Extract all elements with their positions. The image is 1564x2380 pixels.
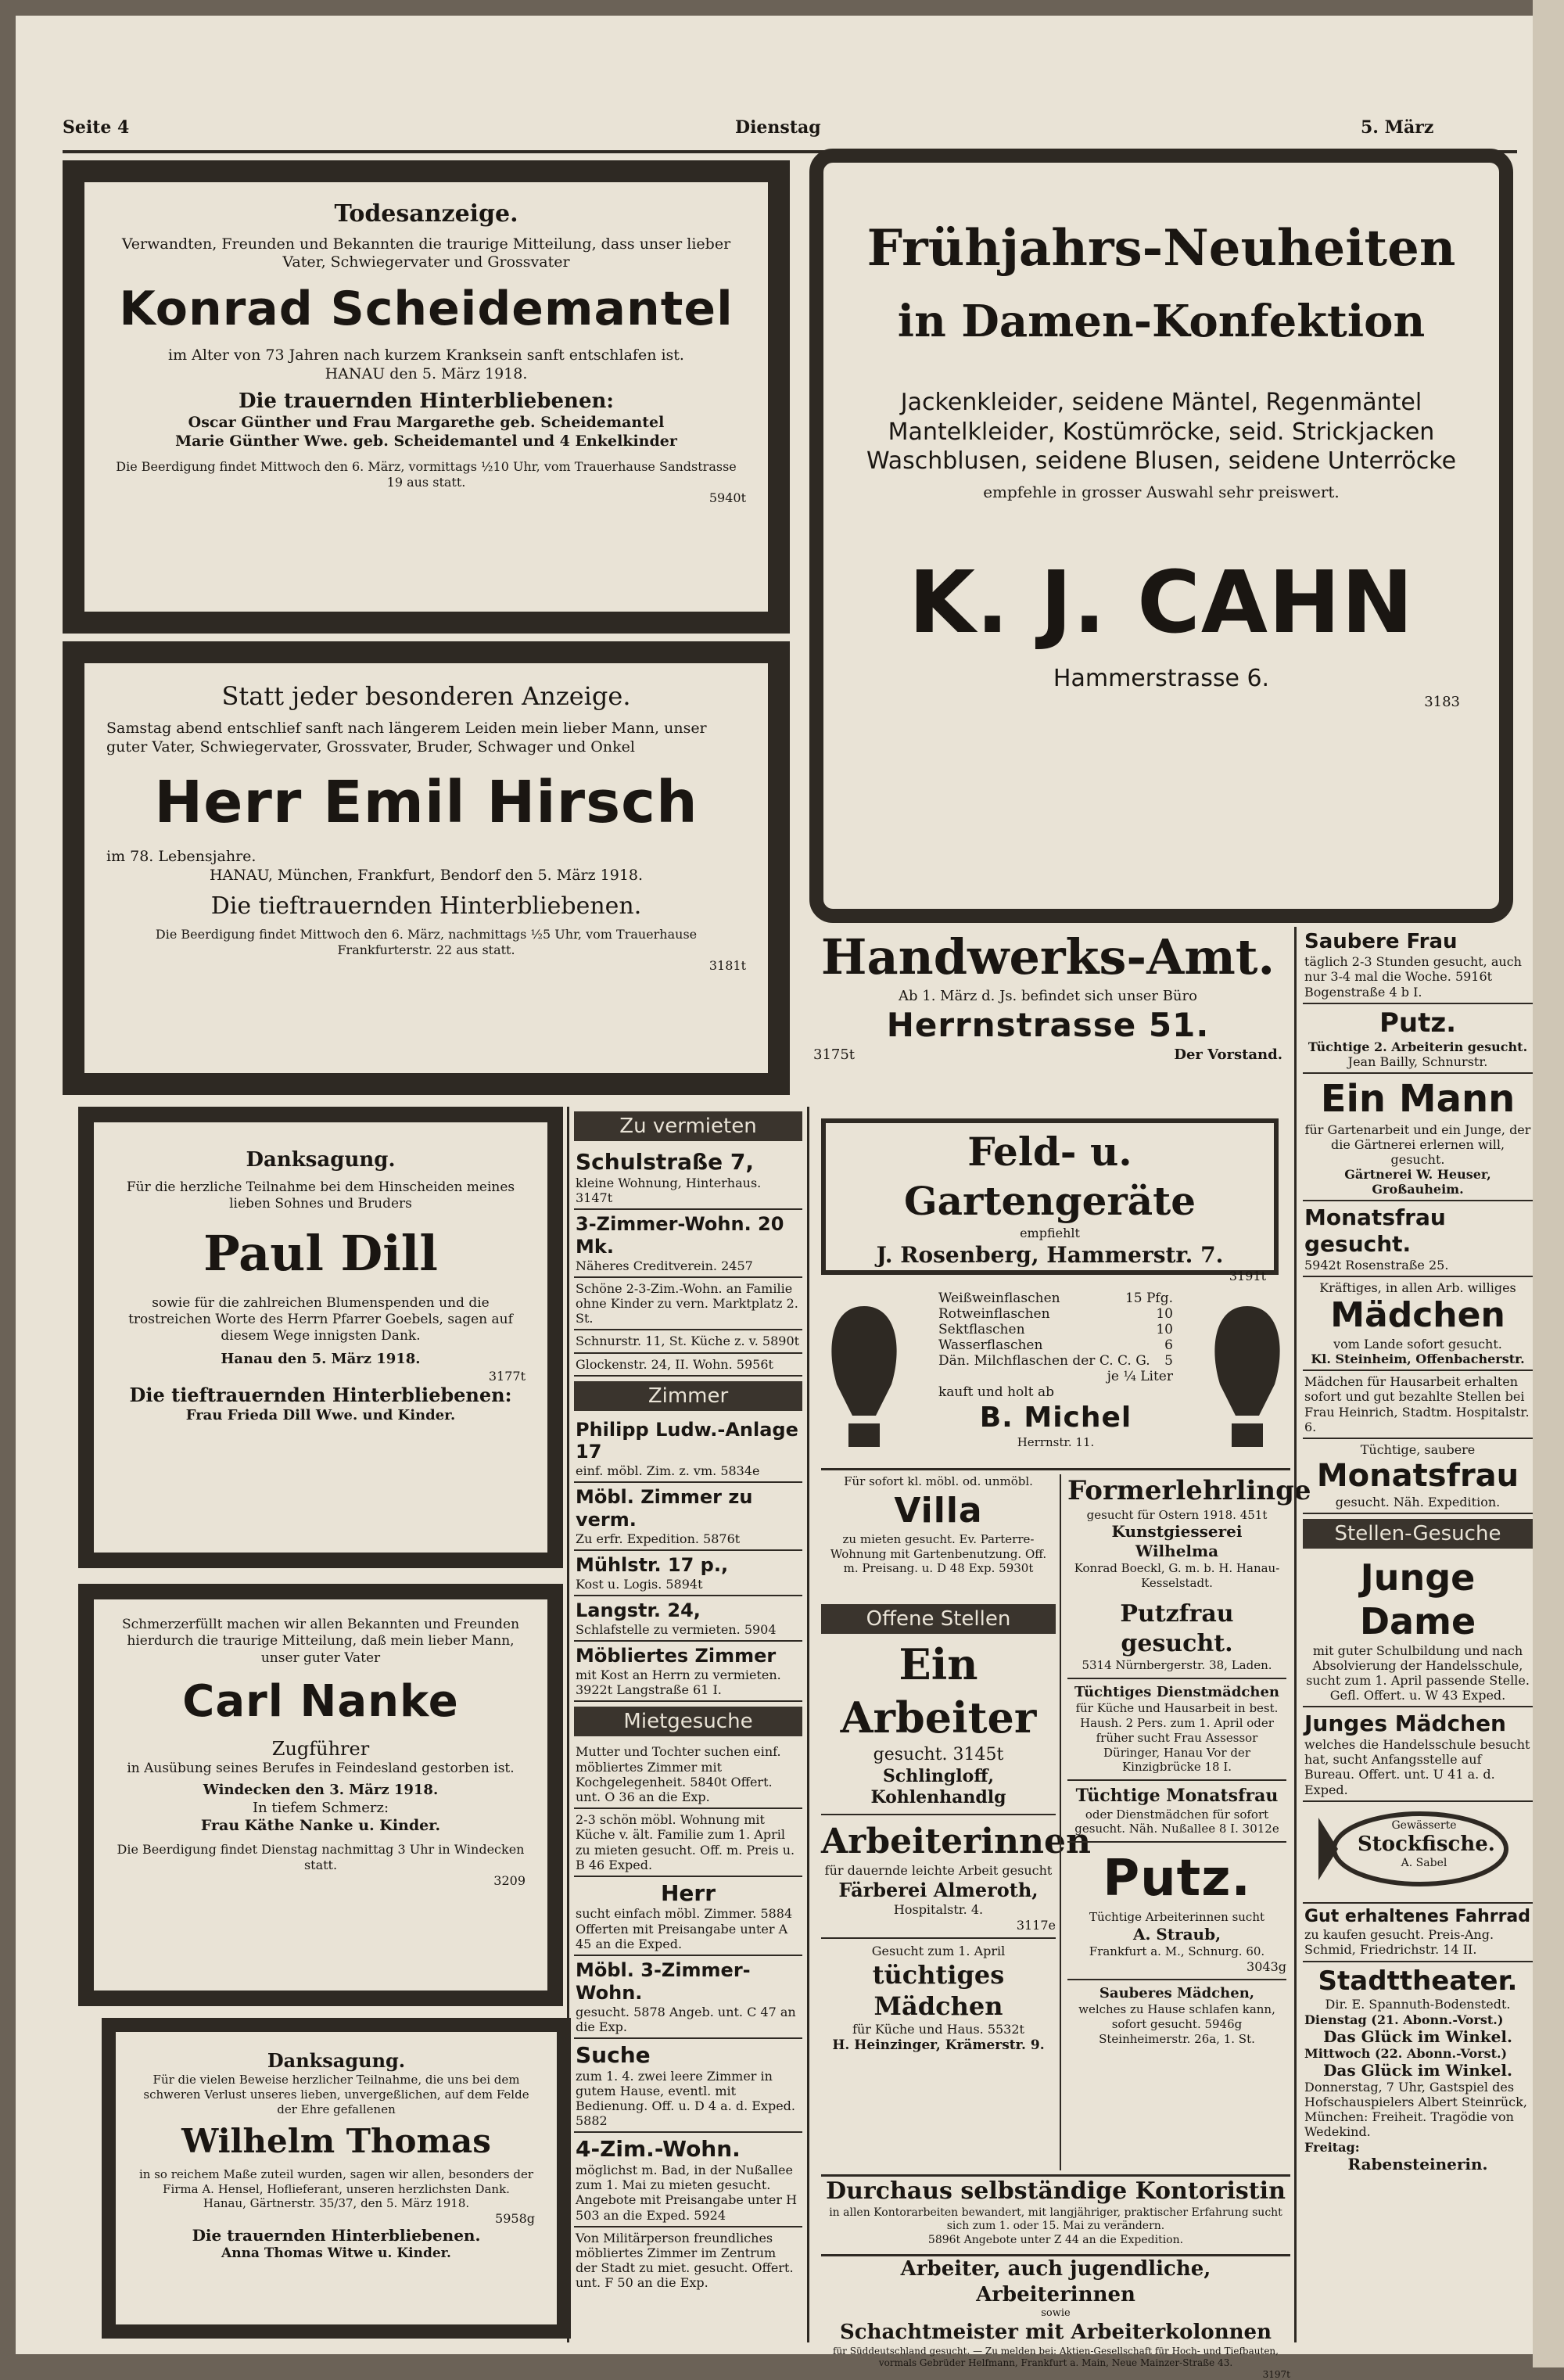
bottle-price-list — [938, 1291, 1173, 1450]
ad-title: Junges Mädchen — [1304, 1711, 1506, 1737]
notice-age: im Alter von 73 Jahren nach kurzem Kranksein sanft entschlafen ist. — [168, 346, 684, 364]
ad-text: einf. möbl. Zim. z. vm. 5834e — [576, 1463, 760, 1479]
notice-intro: Verwandten, Freunden und Bekannten die traurige Mitteilung, dass unser lieber Vater, Schwiegervater und Grossvater — [121, 235, 731, 271]
ad-title: Suche — [576, 2042, 651, 2069]
ad-title: 3-Zimmer-Wohn. 20 Mk. — [576, 1212, 784, 1258]
ad-headline: Ein Arbeiter — [840, 1639, 1037, 1743]
deceased-job: Zugführer — [271, 1737, 370, 1760]
notice-place: Hanau, Gärtnerstr. 35/37, den 5. März 1918. — [203, 2196, 470, 2211]
garden-tools-ad — [821, 1118, 1279, 1283]
ad-text: Kost u. Logis. 5894t — [576, 1577, 703, 1592]
ad-text: gesucht. 3145t — [873, 1745, 1004, 1764]
ad-line: empfehle in grosser Auswahl sehr preiswert. — [983, 482, 1340, 501]
ad-text: welches die Handelsschule besucht hat, sucht Anfangsstelle auf Bureau. Offert. unt. U 41 a. d. Exped. — [1304, 1737, 1530, 1797]
ad-headline: Arbeiter, auch jugendliche, Arbeiterinnen — [900, 2257, 1211, 2306]
notice-place: Hanau den 5. März 1918. — [221, 1351, 421, 1368]
funeral-info: Die Beerdigung findet Mittwoch den 6. März, vormittags ½10 Uhr, vom Trauerhause Sandstrasse 19 aus statt. — [116, 458, 737, 490]
section-band-zu-vermieten: Zu vermieten — [574, 1111, 802, 1141]
ad-title: Junge Dame — [1359, 1556, 1476, 1642]
firm-name: Färberei Almeroth, — [838, 1878, 1038, 1901]
notice-title: Todesanzeige. — [334, 200, 518, 228]
price-item: Rotweinflaschen — [938, 1306, 1050, 1322]
ad-title: Monatsfrau — [1316, 1458, 1519, 1495]
ad-title: Saubere Frau — [1304, 930, 1458, 953]
ad-text: zu mieten gesucht. Ev. Parterre-Wohnung mit Gartenbenutzung. Off. m. Preisang. u. D 48 Exp. 5930t — [830, 1531, 1047, 1576]
price-row — [938, 1306, 1173, 1322]
ad-text: vom Lande sofort gesucht. — [1333, 1336, 1502, 1352]
ad-headline: Handwerks-Amt. — [820, 928, 1275, 985]
show-date: Donnerstag, 7 Uhr, Gastspiel des Hofschauspielers Albert Steinrück, München: Freiheit. Tragödie von Wedekind. — [1304, 2079, 1527, 2140]
balloon-icon — [1204, 1298, 1290, 1455]
death-notice-hirsch — [63, 641, 790, 1095]
notice-place: Windecken den 3. März 1918. — [203, 1782, 439, 1798]
ad-headline: Feld- u. Gartengeräte — [903, 1129, 1196, 1224]
price-value: 15 Pfg. — [1125, 1291, 1173, 1306]
theater-director: Dir. E. Spannuth-Bodenstedt. — [1325, 1997, 1511, 2012]
ad-headline: in Damen-Konfektion — [897, 296, 1426, 347]
notice-text: in Ausübung seines Berufes in Feindesland gestorben ist. — [127, 1760, 515, 1776]
ad-ref: 5940t — [708, 490, 746, 505]
firm-address: Herrnstr. 11. — [1017, 1435, 1095, 1449]
section-band-offene-stellen: Offene Stellen — [821, 1604, 1056, 1634]
ad-line: Mantelkleider, Kostümröcke, seid. Strickjacken — [888, 418, 1435, 446]
mourners-heading: Die tieftrauernden Hinterbliebenen: — [129, 1383, 512, 1406]
ad-ref: 3117e — [1016, 1917, 1056, 1933]
ad-title: Möbl. Zimmer zu verm. — [576, 1486, 753, 1531]
ad-text: Schlafstelle zu vermieten. 5904 — [576, 1622, 777, 1638]
ad-ref: 5958g — [495, 2211, 535, 2226]
ad-text: gesucht für Ostern 1918. 451t — [1086, 1507, 1268, 1522]
handwerks-amt-ad — [813, 927, 1282, 1099]
notice-intro: Für die vielen Beweise herzlicher Teilnahme, die uns bei dem schweren Verlust unseres lieben, unvergeßlichen, auf dem Felde der Ehre gefallenen — [143, 2073, 529, 2116]
notice-place: HANAU, München, Frankfurt, Bendorf den 5. März 1918. — [209, 866, 644, 884]
notice-age: im 78. Lebensjahre. — [106, 848, 256, 865]
ad-line: Jackenkleider, seidene Mäntel, Regenmäntel — [900, 389, 1422, 416]
notice-title: Danksagung. — [246, 1148, 396, 1172]
price-row — [938, 1337, 1173, 1353]
ad-title: Stockfische. — [1358, 1832, 1495, 1856]
ad-text: Für sofort kl. möbl. od. unmöbl. — [844, 1474, 1033, 1488]
ad-title: Putz. — [1379, 1007, 1457, 1039]
firm-name: Gärtnerei W. Heuser, Großauheim. — [1344, 1167, 1491, 1197]
ad-headline: tüchtiges Mädchen — [872, 1959, 1005, 2021]
bottle-buyer-ad — [821, 1283, 1290, 1470]
ad-text: Gesucht zum 1. April — [871, 1943, 1006, 1958]
show-date: Dienstag (21. Abonn.-Vorst.) — [1304, 2012, 1504, 2027]
price-value: 10 — [1156, 1322, 1173, 1337]
ad-title: Mühlstr. 17 p., — [576, 1554, 729, 1577]
ad-ref: 3197t — [1262, 2368, 1290, 2380]
price-item: Dän. Milchflaschen der C. C. G. — [938, 1353, 1150, 1369]
ad-text: mit guter Schulbildung und nach Absolvierung der Handelsschule, sucht zum 1. April passende Stelle. Gefl. Offert. u. W 43 Exped. — [1306, 1642, 1530, 1703]
cahn-fashion-ad — [809, 149, 1513, 923]
firm-name: Kl. Steinheim, Offenbacherstr. — [1311, 1352, 1525, 1366]
ad-text: Gewässerte — [1391, 1818, 1457, 1832]
ad-text: zum 1. 4. zwei leere Zimmer in gutem Hause, eventl. mit Bedienung. Off. u. D 4 a. d. Exped. 5882 — [576, 2068, 795, 2129]
ad-line: Waschblusen, seidene Blusen, seidene Unterröcke — [866, 447, 1457, 475]
ad-address: Herrnstrasse 51. — [886, 1006, 1210, 1044]
ad-text: möglichst m. Bad, in der Nußallee zum 1. Mai zu mieten gesucht. Angebote mit Preisangabe unter H 503 an die Exped. 5924 — [576, 2162, 798, 2223]
signature: Anna Thomas Witwe u. Kinder. — [221, 2245, 451, 2261]
ad-headline: Formerlehrlinge — [1067, 1475, 1311, 1506]
firm-name: Jean Bailly, Schnurstr. — [1347, 1054, 1488, 1069]
ad-text: für dauernde leichte Arbeit gesucht — [824, 1862, 1053, 1878]
signature: Frau Käthe Nanke u. Kinder. — [200, 1817, 441, 1834]
firm-address: Frankfurt a. M., Schnurg. 60. — [1089, 1944, 1265, 1958]
ad-title: Ein Mann — [1320, 1076, 1516, 1121]
mourners-heading: Die trauernden Hinterbliebenen: — [238, 389, 615, 413]
ad-text: Tüchtige 2. Arbeiterin gesucht. — [1308, 1039, 1528, 1054]
ad-text: oder Dienstmädchen für sofort gesucht. Näh. Nußallee 8 I. 3012e — [1074, 1807, 1279, 1836]
ad-headline: Tüchtiges Dienstmädchen — [1074, 1683, 1280, 1700]
price-row — [938, 1353, 1173, 1369]
price-unit: je ¼ Liter — [1107, 1369, 1173, 1384]
deceased-name: Paul Dill — [203, 1225, 438, 1282]
section-band-mietgesuche: Mietgesuche — [574, 1707, 802, 1736]
ad-ref: 3191t — [1229, 1269, 1266, 1283]
ad-text: sowie — [1041, 2307, 1071, 2319]
price-item: Weißweinflaschen — [938, 1291, 1060, 1306]
ad-text: gesucht. Näh. Expedition. — [1335, 1495, 1501, 1510]
ad-text: Schöne 2-3-Zim.-Wohn. an Familie ohne Kinder zu vern. Marktplatz 2. St. — [574, 1278, 802, 1331]
deceased-name: Konrad Scheidemantel — [119, 282, 734, 336]
ad-ref: 3181t — [708, 958, 746, 973]
notice-intro: Samstag abend entschlief sanft nach längerem Leiden mein lieber Mann, unser guter Vater, Schwiegervater, Grossvater, Bruder, Schwager und Onkel — [106, 720, 707, 756]
stockfish-ad — [1303, 1802, 1533, 1904]
deceased-name: Wilhelm Thomas — [181, 2122, 491, 2161]
balloon-icon — [821, 1298, 907, 1455]
ad-text: Näheres Creditverein. 2457 — [576, 1258, 753, 1273]
section-band-stellen-gesuche: Stellen-Gesuche — [1303, 1519, 1533, 1549]
ad-title: Stadttheater. — [1318, 1965, 1518, 1997]
ad-text: zu kaufen gesucht. Preis-Ang. Schmid, Friedrichstr. 14 II. — [1304, 1927, 1494, 1958]
firm-address: Konrad Boeckl, G. m. b. H. Hanau-Kesselstadt. — [1074, 1561, 1280, 1590]
ad-title: Langstr. 24, — [576, 1599, 701, 1622]
mourners-heading: Die trauernden Hinterbliebenen. — [192, 2226, 481, 2245]
ad-text: kleine Wohnung, Hinterhaus. 3147t — [576, 1175, 762, 1205]
ad-headline: Arbeiterinnen — [821, 1821, 1091, 1861]
kontoristin-ad — [821, 2174, 1290, 2253]
ad-text: Mutter und Tochter suchen einf. möbliertes Zimmer mit Kochgelegenheit. 5840t Offert. unt. O 36 an die Exp. — [574, 1741, 802, 1809]
notice-text: in so reichem Maße zuteil wurden, sagen wir allen, besonders der Firma A. Hensel, Hoflieferant, unseren herzlichsten Dank. — [138, 2166, 533, 2196]
ad-ref: 3177t — [488, 1368, 526, 1384]
show-title: Das Glück im Winkel. — [1323, 2060, 1512, 2080]
show-date: Mittwoch (22. Abonn.-Vorst.) — [1304, 2045, 1508, 2061]
ad-headline: Tüchtige Monatsfrau — [1075, 1786, 1279, 1806]
thanks-notice-dill — [78, 1107, 563, 1568]
ad-text: mit Kost an Herrn zu vermieten. 3922t Langstraße 61 I. — [576, 1667, 781, 1698]
ad-text: Tüchtige, saubere — [1360, 1441, 1476, 1457]
ad-ref: 3183 — [1424, 693, 1460, 710]
villa-wanted-ad — [821, 1474, 1056, 1599]
show-title: Rabensteinerin. — [1347, 2154, 1488, 2174]
notice-intro: Schmerzerfüllt machen wir allen Bekannten und Freunden hierdurch die traurige Mitteilung, daß mein lieber Mann, unser guter Vater — [121, 1617, 520, 1666]
firm-address: Hospitalstr. 4. — [893, 1901, 984, 1917]
price-item: Wasserflaschen — [938, 1337, 1043, 1353]
ad-title: Möbl. 3-Zimmer-Wohn. — [576, 1959, 751, 2004]
firm-name: Schlingloff, Kohlenhandlg — [870, 1765, 1006, 1807]
thanks-notice-thomas — [102, 2018, 571, 2339]
ad-text: Zu erfr. Expedition. 5876t — [576, 1531, 741, 1547]
ad-text: Von Militärperson freundliches möbliertes Zimmer im Zentrum der Stadt zu miet. gesucht. Offert. unt. F 50 an die Exp. — [576, 2230, 794, 2291]
classifieds-column — [567, 1107, 809, 2342]
construction-workers-ad — [821, 2254, 1290, 2380]
ad-headline: Sauberes Mädchen, — [1099, 1984, 1255, 2001]
ad-text: für Gartenarbeit und ein Junge, der die Gärtnerei erlernen will, gesucht. — [1304, 1122, 1531, 1167]
ad-text: gesucht. 5878 Angeb. unt. C 47 an die Exp. — [576, 2004, 796, 2034]
notice-intro: Für die herzliche Teilnahme bei dem Hinscheiden meines lieben Sohnes und Bruders — [126, 1179, 515, 1212]
page-number: Seite 4 — [63, 117, 130, 138]
ad-headline: Putzfrau gesucht. — [1120, 1600, 1234, 1657]
firm-name: J. Rosenberg, Hammerstr. 7. — [876, 1242, 1224, 1268]
ad-text: sucht einfach möbl. Zimmer. 5884 Offerten mit Preisangabe unter A 45 an die Exped. — [576, 1906, 793, 1951]
notice-sorrow: In tiefem Schmerz: — [252, 1799, 389, 1816]
signature: Der Vorstand. — [1174, 1046, 1282, 1063]
funeral-info: Die Beerdigung findet Mittwoch den 6. März, nachmittags ½5 Uhr, vom Trauerhause Frankfurterstr. 22 aus statt. — [155, 927, 698, 957]
page-header — [63, 117, 1517, 149]
ad-title: Herr — [660, 1879, 716, 1906]
deceased-name: Carl Nanke — [182, 1675, 459, 1727]
adjacent-page-edge — [1533, 0, 1564, 2367]
ad-text: für Süddeutschland gesucht. — Zu melden bei: Aktien-Gesellschaft für Hoch- und Tiefbauten, vormals Gebrüder Helfmann, Frankfurt a. Main, Neue Mainzer-Straße 43. — [833, 2345, 1279, 2368]
ad-address: 5916t Bogenstraße 4 b I. — [1304, 969, 1493, 1000]
price-item: Sektflaschen — [938, 1322, 1025, 1337]
notice-title: Danksagung. — [267, 2049, 406, 2072]
ad-text: Mädchen für Hausarbeit erhalten sofort und gut bezahlte Stellen bei Frau Heinrich, Stadtm. Hospitalstr. 6. — [1303, 1371, 1533, 1439]
jobs-right — [1060, 1599, 1286, 2170]
ad-title: Philipp Ludw.-Anlage 17 — [576, 1418, 798, 1463]
ad-title: 4-Zim.-Wohn. — [576, 2136, 741, 2163]
theater-program — [1303, 1962, 1533, 2177]
ad-text: empfiehlt — [1020, 1226, 1080, 1240]
ad-ref: 3209 — [493, 1872, 526, 1888]
weekday: Dienstag — [735, 117, 821, 138]
ad-text: in allen Kontorarbeiten bewandert, mit langjähriger, praktischer Erfahrung sucht sich zum 1. oder 15. Mai zu verändern. — [829, 2206, 1282, 2232]
mourners-heading: Die tieftrauernden Hinterbliebenen. — [210, 892, 642, 920]
ad-headline: Schachtmeister mit Arbeiterkolonnen — [840, 2321, 1272, 2345]
firm-name: H. Heinzinger, Krämerstr. 9. — [832, 2037, 1045, 2053]
firm-address: Hammerstrasse 6. — [1053, 665, 1270, 692]
ad-text: für Küche und Hausarbeit in best. Haush. 2 Pers. zum 1. April oder früher sucht Frau Assessor Düringer, Hanau Vor der Kinzigbrücke 18 I. — [1075, 1701, 1279, 1775]
price-value: 10 — [1156, 1306, 1173, 1322]
firm-name: A. Sabel — [1401, 1856, 1447, 1869]
ad-title: Gut erhaltenes Fahrrad — [1304, 1906, 1531, 1926]
firm-name: A. Straub, — [1132, 1924, 1221, 1944]
funeral-info: Die Beerdigung findet Dienstag nachmittag 3 Uhr in Windecken statt. — [117, 1841, 525, 1872]
ad-text: Tüchtige Arbeiterinnen sucht — [1089, 1910, 1265, 1924]
mourner: Marie Günther Wwe. geb. Scheidemantel und 4 Enkelkinder — [175, 432, 677, 450]
ad-address: 5314 Nürnbergerstr. 38, Laden. — [1082, 1658, 1272, 1672]
ad-text: täglich 2-3 Stunden gesucht, auch nur 3-4 mal die Woche. — [1304, 954, 1522, 985]
ad-ref: 3175t — [813, 1046, 856, 1063]
ad-title: Möbliertes Zimmer — [576, 1645, 777, 1667]
ad-text: 2-3 schön möbl. Wohnung mit Küche v. ält. Familie zum 1. April zu mieten gesucht. Off. m. Preis u. B 46 Exped. — [574, 1809, 802, 1877]
section-band-zimmer: Zimmer — [574, 1381, 802, 1411]
ad-title: Schulstraße 7, — [576, 1149, 754, 1175]
price-row — [938, 1322, 1173, 1337]
death-notice-scheidemantel — [63, 160, 790, 634]
ad-address: 5942t Rosenstraße 25. — [1304, 1257, 1449, 1273]
ad-text: Kräftiges, in allen Arb. williges — [1319, 1280, 1516, 1295]
ad-headline: Putz. — [1103, 1850, 1251, 1908]
ad-text: Glockenstr. 24, II. Wohn. 5956t — [574, 1354, 802, 1377]
price-value: 6 — [1164, 1337, 1173, 1353]
ad-title: Monatsfrau gesucht. — [1304, 1204, 1446, 1258]
signature: Frau Frieda Dill Wwe. und Kinder. — [185, 1406, 456, 1423]
notice-text: sowie für die zahlreichen Blumenspenden und die trostreichen Worte des Herrn Pfarrer Goebels, sagen auf diesem Wege innigsten Dank. — [128, 1294, 513, 1344]
ad-address: Steinheimerstr. 26a, 1. St. — [1099, 2031, 1255, 2046]
apprentice-ad — [1060, 1474, 1311, 1599]
ad-text: Ab 1. März d. Js. befindet sich unser Büro — [899, 987, 1197, 1004]
newspaper-page — [16, 16, 1533, 2380]
ad-text: Schnurstr. 11, St. Küche z. v. 5890t — [574, 1330, 802, 1353]
price-value: 5 — [1164, 1353, 1173, 1369]
ad-text: welches zu Hause schlafen kann, sofort gesucht. 5946g — [1078, 2002, 1275, 2031]
ad-ref: 5896t Angebote unter Z 44 an die Expedition. — [927, 2233, 1184, 2246]
death-notice-nanke — [78, 1584, 563, 2006]
ad-text: kauft und holt ab — [938, 1384, 1054, 1400]
deceased-name: Herr Emil Hirsch — [154, 768, 698, 836]
firm-name: B. Michel — [979, 1402, 1132, 1434]
ad-headline: Villa — [894, 1490, 983, 1531]
firm-name: K. J. CAHN — [908, 551, 1415, 652]
date: 5. März — [1361, 117, 1434, 138]
show-title: Das Glück im Winkel. — [1323, 2026, 1512, 2046]
notice-title: Statt jeder besonderen Anzeige. — [221, 681, 631, 711]
ad-text: für Küche und Haus. 5532t — [852, 2021, 1024, 2037]
show-date: Freitag: — [1304, 2139, 1360, 2155]
notice-place: HANAU den 5. März 1918. — [325, 364, 528, 382]
ad-headline: Durchaus selbständige Kontoristin — [826, 2177, 1286, 2205]
ad-ref: 3043g — [1247, 1958, 1286, 1974]
price-row — [938, 1291, 1173, 1306]
ad-headline: Frühjahrs-Neuheiten — [866, 219, 1456, 278]
firm-name: Kunstgiesserei Wilhelma — [1111, 1522, 1243, 1561]
jobs-left — [821, 1599, 1091, 2170]
ad-title: Mädchen — [1330, 1295, 1505, 1336]
right-column — [1294, 927, 1533, 2342]
mourner: Oscar Günther und Frau Margarethe geb. Scheidemantel — [188, 414, 665, 431]
